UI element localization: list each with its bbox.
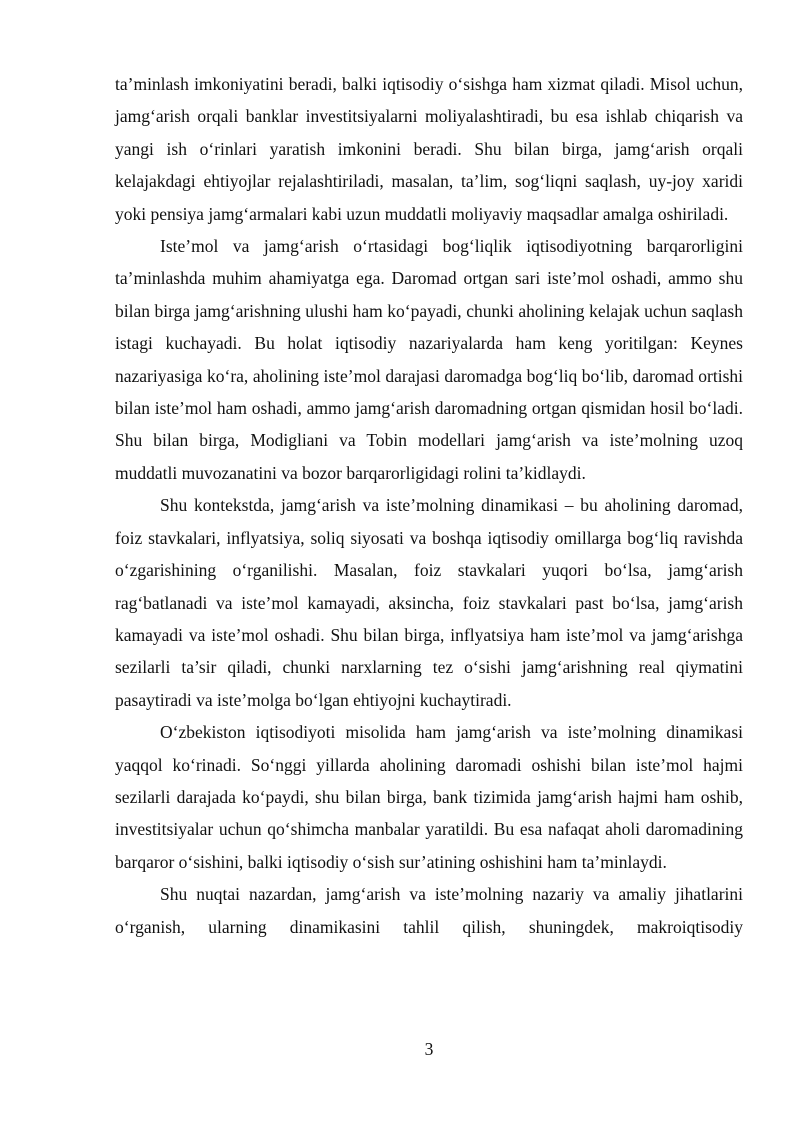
- paragraph-4: O‘zbekiston iqtisodiyoti misolida ham jamg‘arish va iste’molning dinamikasi yaqqol ko‘rinadi. So‘nggi yillarda aholining daromadi oshishi bilan iste’mol hajmi sezilarli darajada ko‘paydi, shu bilan birga, bank tizimida jamg‘arish hajmi ham oshib, investitsiyalar uchun qo‘shimcha manbalar yaratildi. Bu esa nafaqat aholi daromadining barqaror o‘sishini, balki iqtisodiy o‘sish sur’atining oshishini ham ta’minlaydi.: [115, 722, 743, 872]
- paragraph-5: Shu nuqtai nazardan, jamg‘arish va iste’molning nazariy va amaliy jihatlarini o‘rganish, ularning dinamikasini tahlil qilish, shuningdek, makroiqtisodiy: [115, 884, 743, 937]
- paragraph-3: Shu kontekstda, jamg‘arish va iste’molning dinamikasi – bu aholining daromad, foiz stavkalari, inflyatsiya, soliq siyosati va boshqa iqtisodiy omillarga bog‘liq ravishda o‘zgarishining o‘rganilishi. Masalan, foiz stavkalari yuqori bo‘lsa, jamg‘arish rag‘batlanadi va iste’mol kamayadi, aksincha, foiz stavkalari past bo‘lsa, jamg‘arish kamayadi va iste’mol oshadi. Shu bilan birga, inflyatsiya ham iste’mol va jamg‘arishga sezilarli ta’sir qiladi, chunki narxlarning tez o‘sishi jamg‘arishning real qiymatini pasaytiradi va iste’molga bo‘lgan ehtiyojni kuchaytiradi.: [115, 495, 743, 710]
- document-page: [115, 68, 743, 943]
- paragraph-2: Iste’mol va jamg‘arish o‘rtasidagi bog‘liqlik iqtisodiyotning barqarorligini ta’minlashda muhim ahamiyatga ega. Daromad ortgan sari iste’mol oshadi, ammo shu bilan birga jamg‘arishning ulushi ham ko‘payadi, chunki aholining kelajak uchun saqlash istagi kuchayadi. Bu holat iqtisodiy nazariyalarda ham keng yoritilgan: Keynes nazariyasiga ko‘ra, aholining iste’mol darajasi daromadga bog‘liq bo‘lib, daromad ortishi bilan iste’mol ham oshadi, ammo jamg‘arish daromadning ortgan qismidan hosil bo‘ladi. Shu bilan birga, Modigliani va Tobin modellari jamg‘arish va iste’molning uzoq muddatli muvozanatini va bozor barqarorligidagi rolini ta’kidlaydi.: [115, 236, 743, 483]
- paragraph-1: ta’minlash imkoniyatini beradi, balki iqtisodiy o‘sishga ham xizmat qiladi. Misol uchun, jamg‘arish orqali banklar investitsiyalarni moliyalashtiradi, bu esa ishlab chiqarish va yangi ish o‘rinlari yaratish imkonini beradi. Shu bilan birga, jamg‘arish orqali kelajakdagi ehtiyojlar rejalashtiriladi, masalan, ta’lim, sog‘liqni saqlash, uy-joy xaridi yoki pensiya jamg‘armalari kabi uzun muddatli moliyaviy maqsadlar amalga oshiriladi.: [115, 74, 743, 224]
- page-number: 3: [424, 1039, 434, 1059]
